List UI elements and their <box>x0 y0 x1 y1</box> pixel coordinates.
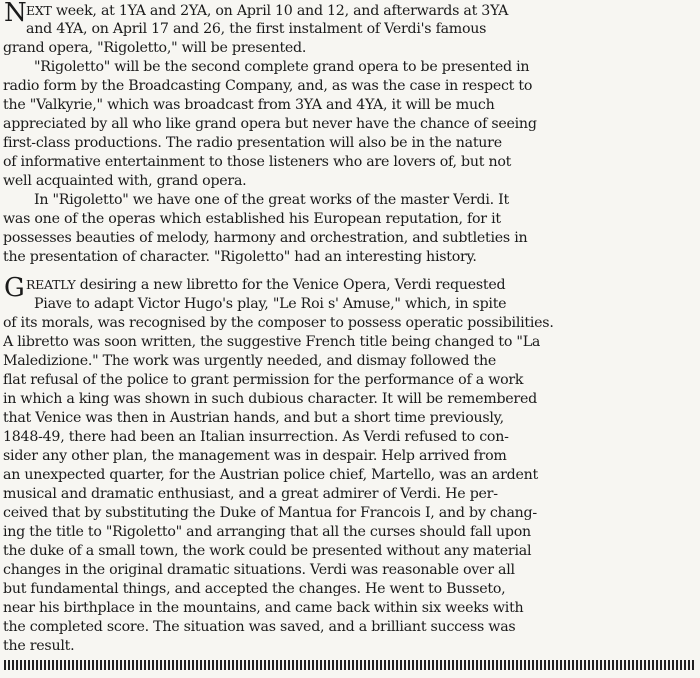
text-line: A libretto was soon written, the suggestive French title being changed to "La <box>3 334 541 350</box>
text-line: EXT week, at 1YA and 2YA, on April 10 and 12, and afterwards at 3YA <box>26 3 509 19</box>
text-line: the duke of a small town, the work could be presented without any material <box>3 543 532 559</box>
text-line: the "Valkyrie," which was broadcast from 3YA and 4YA, it will be much <box>3 97 495 113</box>
text-line: near his birthplace in the mountains, and came back within six weeks with <box>3 600 524 616</box>
text-line: Maledizione." The work was urgently needed, and dismay followed the <box>3 353 497 369</box>
text-line: grand opera, "Rigoletto," will be presented. <box>3 40 307 56</box>
text-line: in which a king was shown in such dubious character. It will be remembered <box>3 391 537 407</box>
text-line: ing the title to "Rigoletto" and arranging that all the curses should fall upon <box>3 524 531 540</box>
text-line: of informative entertainment to those listeners who are lovers of, but not <box>3 154 512 170</box>
text-line: the result. <box>3 638 75 654</box>
text-line: musical and dramatic enthusiast, and a great admirer of Verdi. He per- <box>3 486 498 502</box>
text-line: was one of the operas which established his European reputation, for it <box>3 211 501 227</box>
text-line: well acquainted with, grand opera. <box>3 173 247 189</box>
dropcap-n: N <box>4 0 27 28</box>
text-line: but fundamental things, and accepted the changes. He went to Busseto, <box>3 581 506 597</box>
text-line: Piave to adapt Victor Hugo's play, "Le Roi s' Amuse," which, in spite <box>34 296 507 312</box>
text-line: ceived that by substituting the Duke of Mantua for Francois I, and by chang- <box>3 505 537 521</box>
text-line: 1848-49, there had been an Italian insurrection. As Verdi refused to con- <box>3 429 509 445</box>
text-line: the completed score. The situation was saved, and a brilliant success was <box>3 619 516 635</box>
text-line: of its morals, was recognised by the composer to possess operatic possibilities. <box>3 315 554 331</box>
text-line: possesses beauties of melody, harmony and orchestration, and subtleties in <box>3 230 528 246</box>
decorative-rule <box>4 660 694 670</box>
text-line: the presentation of character. "Rigoletto" had an interesting history. <box>3 249 477 265</box>
text-line: an unexpected quarter, for the Austrian police chief, Martello, was an ardent <box>3 467 538 483</box>
text-line: changes in the original dramatic situations. Verdi was reasonable over all <box>3 562 515 578</box>
text-line: flat refusal of the police to grant permission for the performance of a work <box>3 372 524 388</box>
text-line: REATLY desiring a new libretto for the Venice Opera, Verdi requested <box>26 277 506 293</box>
text-line: radio form by the Broadcasting Company, and, as was the case in respect to <box>3 78 533 94</box>
dropcap-g: G <box>4 273 25 303</box>
text-line: "Rigoletto" will be the second complete grand opera to be presented in <box>34 59 530 75</box>
text-line: first-class productions. The radio presentation will also be in the nature <box>3 135 502 151</box>
text-line: In "Rigoletto" we have one of the great works of the master Verdi. It <box>34 192 509 208</box>
text-line: that Venice was then in Austrian hands, and but a short time previously, <box>3 410 504 426</box>
text-line: appreciated by all who like grand opera but never have the chance of seeing <box>3 116 537 132</box>
text-line: sider any other plan, the management was in despair. Help arrived from <box>3 448 507 464</box>
text-line: and 4YA, on April 17 and 26, the first instalment of Verdi's famous <box>26 21 487 37</box>
